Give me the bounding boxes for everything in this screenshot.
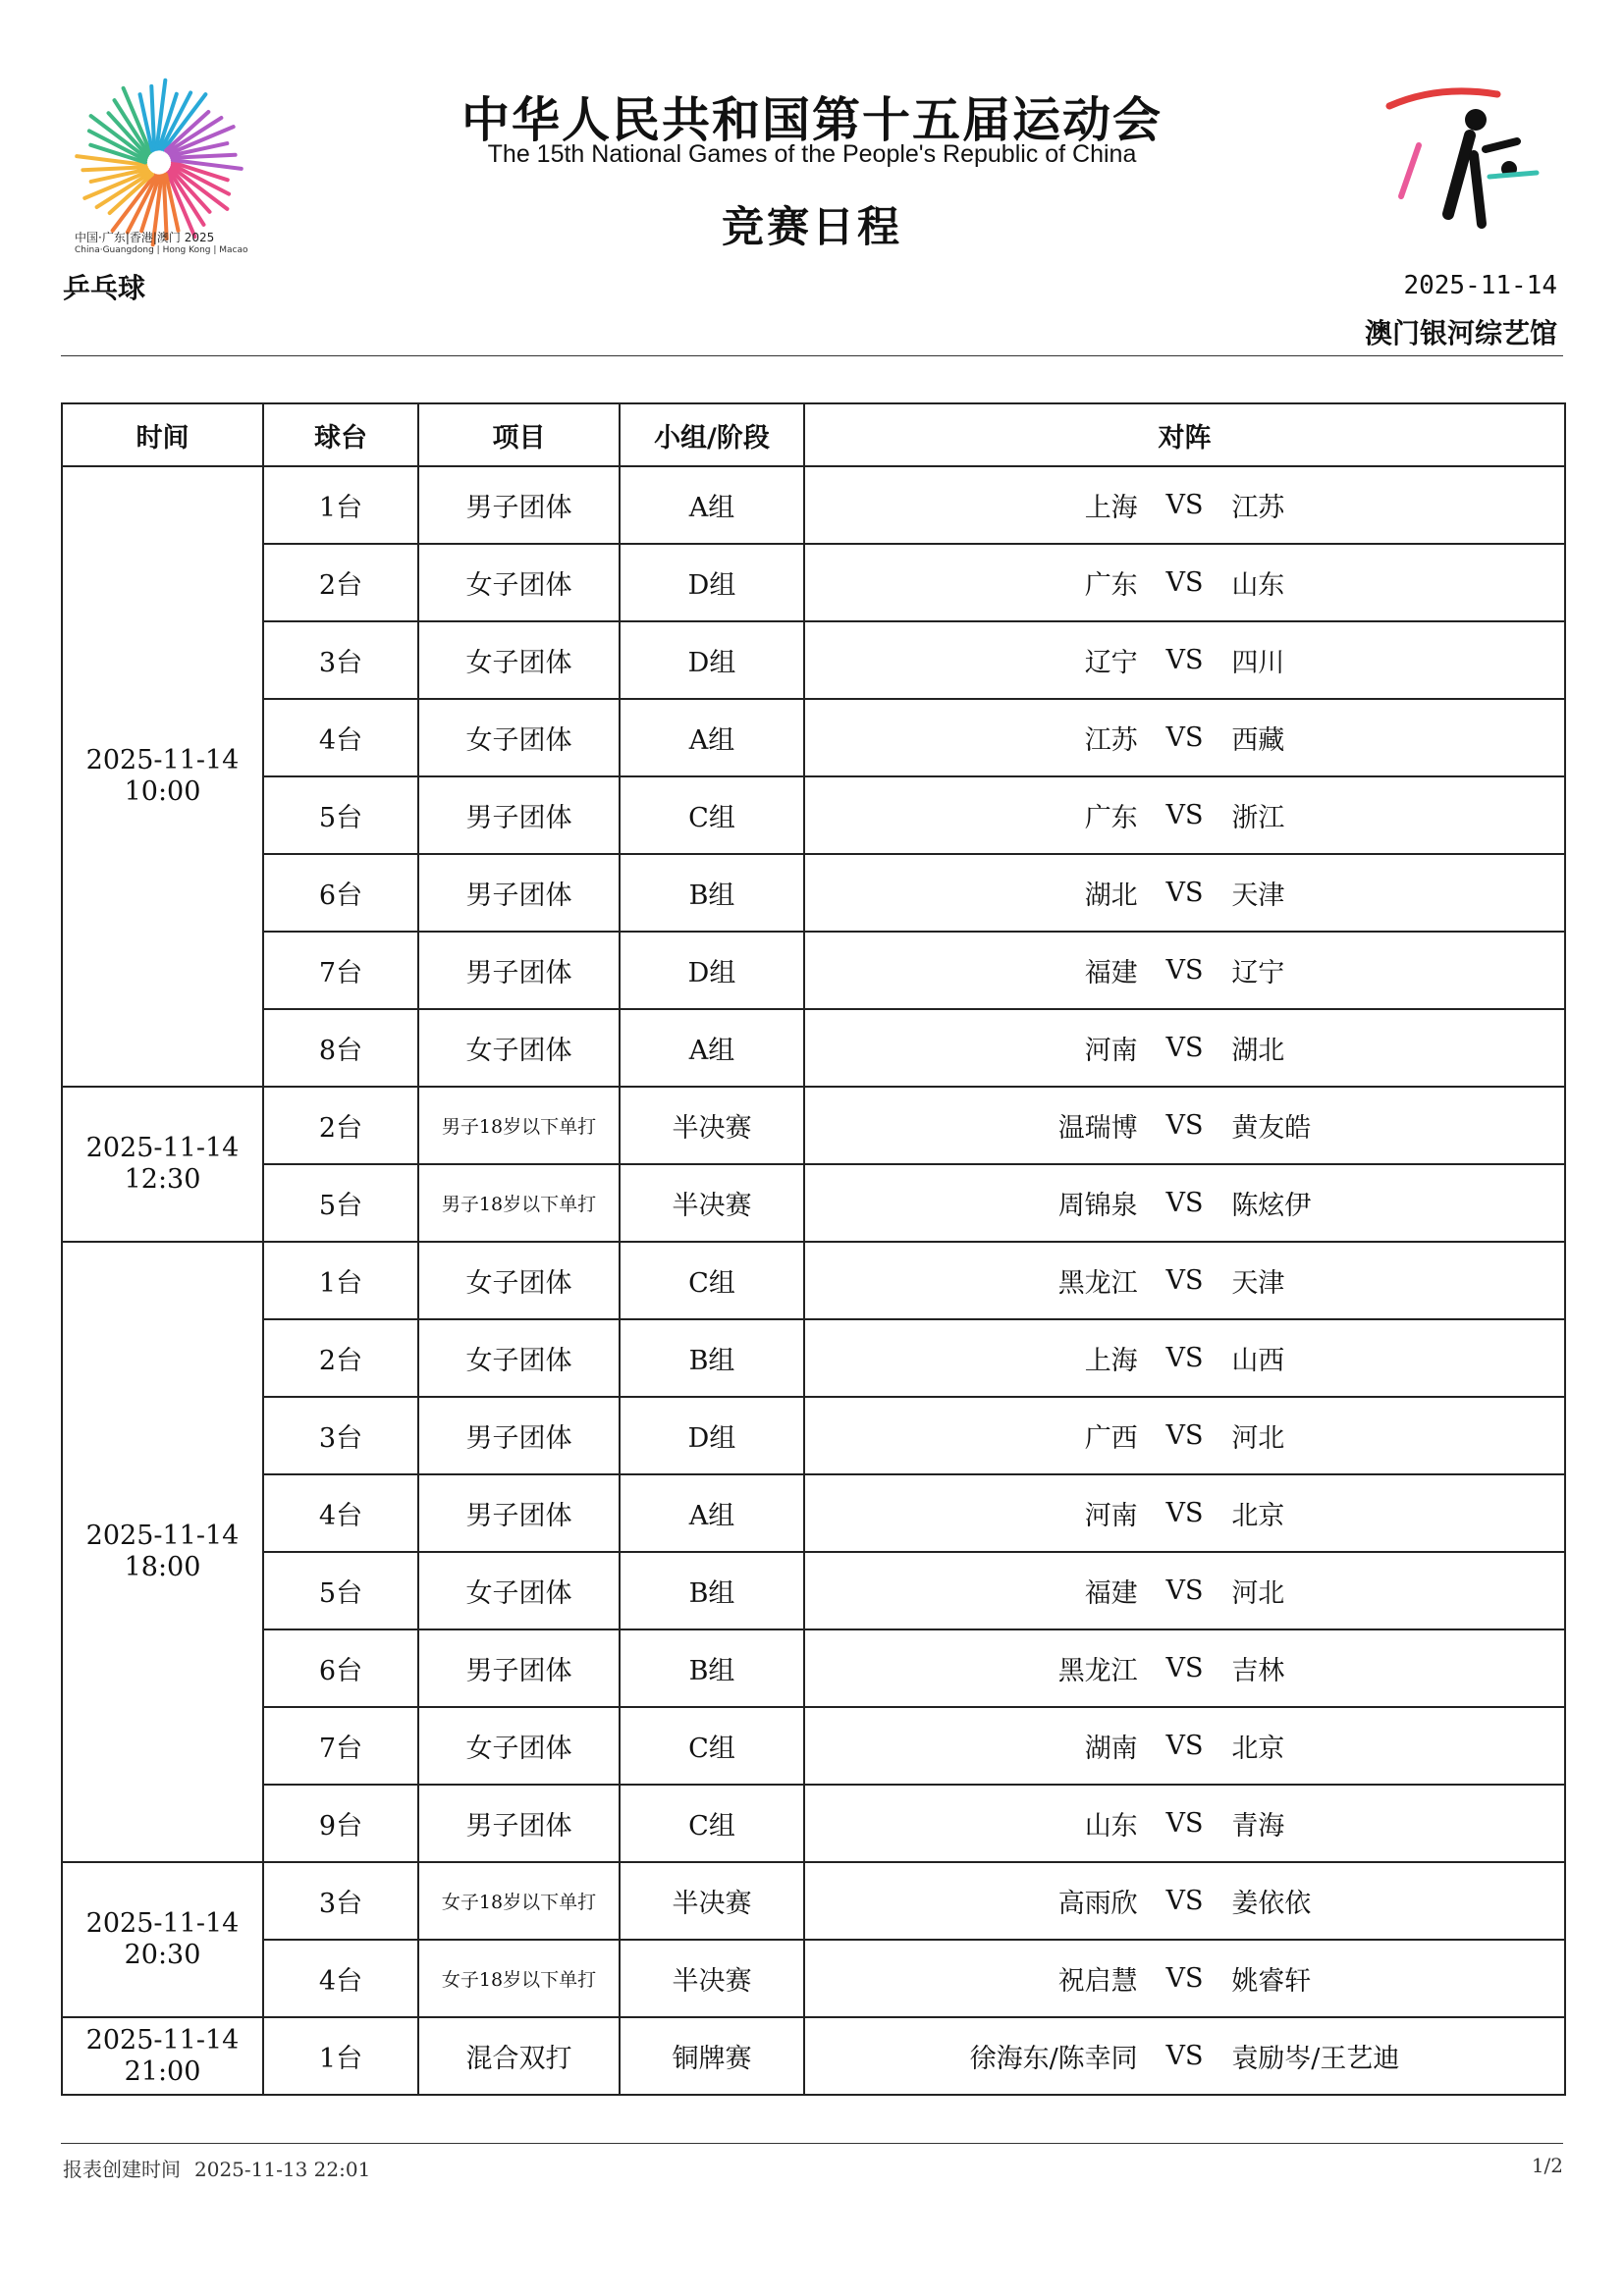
home-team: 上海 bbox=[1084, 1346, 1138, 1376]
schedule-body bbox=[62, 466, 1565, 2095]
home-team: 湖北 bbox=[1084, 881, 1138, 911]
table-row bbox=[62, 1474, 1565, 1552]
stage-cell: A组 bbox=[620, 699, 804, 776]
away-team: 西藏 bbox=[1231, 725, 1285, 756]
away-team: 山西 bbox=[1231, 1346, 1285, 1376]
header-divider bbox=[61, 355, 1563, 356]
pictogram-arm bbox=[1401, 145, 1419, 196]
page-title: 中华人民共和国第十五届运动会 bbox=[460, 92, 1163, 148]
matchup bbox=[805, 1804, 1564, 1842]
matchup bbox=[805, 951, 1564, 989]
table-number-cell: 8台 bbox=[263, 1009, 418, 1087]
vs-label: VS bbox=[1165, 955, 1204, 986]
table-row bbox=[62, 776, 1565, 854]
stage-cell: 半决赛 bbox=[620, 1087, 804, 1164]
stage-cell: D组 bbox=[620, 932, 804, 1009]
matchup bbox=[805, 1261, 1564, 1300]
home-team: 辽宁 bbox=[1084, 648, 1138, 678]
event-cell: 男子18岁以下单打 bbox=[418, 1164, 620, 1242]
table-header-row bbox=[62, 403, 1565, 466]
event-cell: 男子团体 bbox=[418, 854, 620, 932]
report-created bbox=[63, 2154, 384, 2182]
table-number-cell: 3台 bbox=[263, 1862, 418, 1940]
stage-cell: A组 bbox=[620, 1009, 804, 1087]
away-team: 黄友皓 bbox=[1231, 1113, 1312, 1144]
home-team: 广东 bbox=[1084, 803, 1138, 833]
table-row bbox=[62, 1629, 1565, 1707]
vs-label: VS bbox=[1165, 567, 1204, 598]
table-row bbox=[62, 1785, 1565, 1862]
page-number: 1/2 bbox=[1531, 2154, 1563, 2177]
column-header: 小组/阶段 bbox=[620, 403, 804, 466]
matchup-cell bbox=[804, 1629, 1565, 1707]
table-number-cell: 7台 bbox=[263, 932, 418, 1009]
match-date: 2025-11-14 bbox=[85, 745, 240, 775]
vs-label: VS bbox=[1165, 800, 1204, 830]
matchup-cell bbox=[804, 932, 1565, 1009]
away-team: 辽宁 bbox=[1231, 958, 1285, 988]
vs-label: VS bbox=[1165, 1886, 1204, 1916]
event-cell: 女子团体 bbox=[418, 699, 620, 776]
matchup-cell bbox=[804, 776, 1565, 854]
match-time: 18:00 bbox=[124, 1552, 201, 1582]
table-number-cell: 7台 bbox=[263, 1707, 418, 1785]
matchup bbox=[805, 2037, 1564, 2075]
match-time: 21:00 bbox=[124, 2056, 201, 2087]
table-number-cell: 6台 bbox=[263, 1629, 418, 1707]
away-team: 江苏 bbox=[1231, 493, 1285, 523]
home-team: 周锦泉 bbox=[1057, 1191, 1138, 1221]
table-number-cell: 1台 bbox=[263, 1242, 418, 1319]
away-team: 四川 bbox=[1231, 648, 1285, 678]
event-cell: 女子团体 bbox=[418, 1319, 620, 1397]
event-cell: 女子团体 bbox=[418, 621, 620, 699]
match-date: 2025-11-14 bbox=[85, 2024, 240, 2056]
match-date: 2025-11-14 bbox=[85, 1521, 240, 1551]
event-cell: 男子团体 bbox=[418, 1785, 620, 1862]
matchup bbox=[805, 874, 1564, 912]
table-row bbox=[62, 1707, 1565, 1785]
away-team: 北京 bbox=[1231, 1734, 1285, 1764]
table-row bbox=[62, 1242, 1565, 1319]
table-number-cell: 6台 bbox=[263, 854, 418, 932]
stage-cell: A组 bbox=[620, 466, 804, 544]
away-team: 山东 bbox=[1231, 570, 1285, 601]
event-cell: 男子团体 bbox=[418, 1474, 620, 1552]
matchup-cell bbox=[804, 699, 1565, 776]
home-team: 黑龙江 bbox=[1057, 1268, 1138, 1299]
matchup-cell bbox=[804, 1164, 1565, 1242]
home-team: 福建 bbox=[1084, 1578, 1138, 1609]
matchup bbox=[805, 719, 1564, 757]
table-row bbox=[62, 1319, 1565, 1397]
page-title-en: The 15th National Games of the People's Republic of China bbox=[487, 140, 1137, 168]
home-team: 山东 bbox=[1084, 1811, 1138, 1842]
home-team: 河南 bbox=[1084, 1501, 1138, 1531]
matchup bbox=[805, 1416, 1564, 1455]
match-time-cell bbox=[62, 1862, 263, 2017]
vs-label: VS bbox=[1165, 1808, 1204, 1839]
pictogram-paddle-arm bbox=[1486, 141, 1517, 149]
match-time-cell bbox=[62, 1087, 263, 1242]
table-row bbox=[62, 1862, 1565, 1940]
vs-label: VS bbox=[1165, 1498, 1204, 1528]
matchup-cell bbox=[804, 1785, 1565, 1862]
stage-cell: 半决赛 bbox=[620, 1862, 804, 1940]
vs-label: VS bbox=[1165, 1343, 1204, 1373]
away-team: 河北 bbox=[1231, 1423, 1285, 1454]
home-team: 福建 bbox=[1084, 958, 1138, 988]
away-team: 浙江 bbox=[1231, 803, 1285, 833]
vs-label: VS bbox=[1165, 878, 1204, 908]
matchup-cell bbox=[804, 621, 1565, 699]
pictogram-leg bbox=[1474, 155, 1482, 224]
event-cell: 女子18岁以下单打 bbox=[418, 1940, 620, 2017]
pictogram-body bbox=[1448, 135, 1470, 214]
matchup-cell bbox=[804, 1862, 1565, 1940]
away-team: 天津 bbox=[1231, 1268, 1285, 1299]
home-team: 黑龙江 bbox=[1057, 1656, 1138, 1686]
matchup-cell bbox=[804, 1940, 1565, 2017]
event-cell: 男子团体 bbox=[418, 932, 620, 1009]
matchup bbox=[805, 1106, 1564, 1145]
stage-cell: D组 bbox=[620, 544, 804, 621]
table-number-cell: 5台 bbox=[263, 1164, 418, 1242]
away-team: 北京 bbox=[1231, 1501, 1285, 1531]
table-number-cell: 4台 bbox=[263, 1940, 418, 2017]
vs-label: VS bbox=[1165, 1265, 1204, 1296]
away-team: 湖北 bbox=[1231, 1036, 1285, 1066]
matchup-cell bbox=[804, 1552, 1565, 1629]
vs-label: VS bbox=[1165, 490, 1204, 520]
stage-cell: B组 bbox=[620, 1552, 804, 1629]
event-cell: 男子团体 bbox=[418, 466, 620, 544]
table-row bbox=[62, 1087, 1565, 1164]
matchup bbox=[805, 1572, 1564, 1610]
vs-label: VS bbox=[1165, 1731, 1204, 1761]
report-created-label: 报表创建时间 bbox=[63, 2158, 181, 2181]
matchup bbox=[805, 1727, 1564, 1765]
home-team: 江苏 bbox=[1084, 725, 1138, 756]
matchup-cell bbox=[804, 1319, 1565, 1397]
vs-label: VS bbox=[1165, 645, 1204, 675]
match-time-cell bbox=[62, 1242, 263, 1862]
event-cell: 男子团体 bbox=[418, 776, 620, 854]
table-row bbox=[62, 2017, 1565, 2095]
matchup bbox=[805, 1494, 1564, 1532]
matchup bbox=[805, 1029, 1564, 1067]
event-cell: 女子团体 bbox=[418, 1552, 620, 1629]
event-cell: 混合双打 bbox=[418, 2017, 620, 2095]
match-time-cell bbox=[62, 2017, 263, 2095]
home-team: 广西 bbox=[1084, 1423, 1138, 1454]
home-team: 温瑞博 bbox=[1057, 1113, 1138, 1144]
matchup bbox=[805, 1882, 1564, 1920]
table-number-cell: 5台 bbox=[263, 776, 418, 854]
match-date: 2025-11-14 bbox=[85, 1133, 240, 1163]
table-number-cell: 1台 bbox=[263, 466, 418, 544]
match-time: 20:30 bbox=[124, 1940, 201, 1970]
away-team: 姚睿轩 bbox=[1231, 1966, 1312, 1997]
column-header: 对阵 bbox=[804, 403, 1565, 466]
stage-cell: B组 bbox=[620, 1629, 804, 1707]
pictogram-arc bbox=[1389, 91, 1497, 106]
stage-cell: C组 bbox=[620, 1242, 804, 1319]
table-row bbox=[62, 1940, 1565, 2017]
report-created-time: 2025-11-13 22:01 bbox=[194, 2158, 371, 2181]
home-team: 广东 bbox=[1084, 570, 1138, 601]
stage-cell: C组 bbox=[620, 1785, 804, 1862]
schedule-table bbox=[61, 402, 1566, 2096]
vs-label: VS bbox=[1165, 2041, 1204, 2071]
column-header: 项目 bbox=[418, 403, 620, 466]
home-team: 上海 bbox=[1084, 493, 1138, 523]
event-cell: 男子团体 bbox=[418, 1397, 620, 1474]
matchup-cell bbox=[804, 1474, 1565, 1552]
table-row bbox=[62, 1552, 1565, 1629]
table-row bbox=[62, 1397, 1565, 1474]
matchup-cell bbox=[804, 1707, 1565, 1785]
stage-cell: 半决赛 bbox=[620, 1164, 804, 1242]
matchup bbox=[805, 796, 1564, 834]
home-team: 河南 bbox=[1084, 1036, 1138, 1066]
table-tennis-pictogram-icon bbox=[1380, 86, 1546, 234]
table-number-cell: 3台 bbox=[263, 1397, 418, 1474]
away-team: 河北 bbox=[1231, 1578, 1285, 1609]
matchup-cell bbox=[804, 544, 1565, 621]
column-header: 球台 bbox=[263, 403, 418, 466]
away-team: 姜依依 bbox=[1231, 1889, 1312, 1919]
stage-cell: B组 bbox=[620, 854, 804, 932]
event-cell: 女子团体 bbox=[418, 1242, 620, 1319]
stage-cell: B组 bbox=[620, 1319, 804, 1397]
vs-label: VS bbox=[1165, 1110, 1204, 1141]
stage-cell: D组 bbox=[620, 621, 804, 699]
table-row bbox=[62, 1009, 1565, 1087]
logo-caption-en: China·Guangdong | Hong Kong | Macao bbox=[75, 245, 248, 255]
vs-label: VS bbox=[1165, 1963, 1204, 1994]
table-number-cell: 4台 bbox=[263, 1474, 418, 1552]
stage-cell: A组 bbox=[620, 1474, 804, 1552]
logo-caption: 中国·广东|香港|澳门 2025 bbox=[75, 231, 215, 244]
table-number-cell: 2台 bbox=[263, 1319, 418, 1397]
matchup bbox=[805, 486, 1564, 524]
page-subtitle: 竞赛日程 bbox=[722, 203, 902, 252]
table-row bbox=[62, 544, 1565, 621]
matchup-cell bbox=[804, 2017, 1565, 2095]
vs-label: VS bbox=[1165, 722, 1204, 753]
matchup-cell bbox=[804, 1009, 1565, 1087]
away-team: 吉林 bbox=[1231, 1656, 1285, 1686]
match-time: 10:00 bbox=[124, 776, 201, 807]
table-number-cell: 9台 bbox=[263, 1785, 418, 1862]
matchup bbox=[805, 1649, 1564, 1687]
table-row bbox=[62, 932, 1565, 1009]
stage-cell: 铜牌赛 bbox=[620, 2017, 804, 2095]
pictogram-trail bbox=[1489, 173, 1537, 177]
table-number-cell: 2台 bbox=[263, 1087, 418, 1164]
away-team: 袁励岑/王艺迪 bbox=[1231, 2044, 1400, 2074]
venue-name: 澳门银河综艺馆 bbox=[1364, 317, 1557, 349]
away-team: 青海 bbox=[1231, 1811, 1285, 1842]
vs-label: VS bbox=[1165, 1033, 1204, 1063]
away-team: 陈炫伊 bbox=[1231, 1191, 1312, 1221]
event-cell: 男子18岁以下单打 bbox=[418, 1087, 620, 1164]
event-cell: 女子18岁以下单打 bbox=[418, 1862, 620, 1940]
home-team: 湖南 bbox=[1084, 1734, 1138, 1764]
matchup-cell bbox=[804, 854, 1565, 932]
vs-label: VS bbox=[1165, 1420, 1204, 1451]
table-number-cell: 1台 bbox=[263, 2017, 418, 2095]
event-cell: 女子团体 bbox=[418, 1009, 620, 1087]
matchup-cell bbox=[804, 1242, 1565, 1319]
match-date: 2025-11-14 bbox=[85, 1908, 240, 1939]
match-time: 12:30 bbox=[124, 1164, 201, 1195]
column-header: 时间 bbox=[62, 403, 263, 466]
stage-cell: C组 bbox=[620, 1707, 804, 1785]
matchup-cell bbox=[804, 1087, 1565, 1164]
table-number-cell: 3台 bbox=[263, 621, 418, 699]
table-row bbox=[62, 854, 1565, 932]
table-row bbox=[62, 466, 1565, 544]
footer-divider bbox=[61, 2143, 1563, 2144]
matchup bbox=[805, 1959, 1564, 1998]
home-team: 祝启慧 bbox=[1057, 1966, 1138, 1997]
table-number-cell: 2台 bbox=[263, 544, 418, 621]
table-row bbox=[62, 699, 1565, 776]
vs-label: VS bbox=[1165, 1653, 1204, 1683]
matchup-cell bbox=[804, 1397, 1565, 1474]
event-cell: 男子团体 bbox=[418, 1629, 620, 1707]
table-number-cell: 4台 bbox=[263, 699, 418, 776]
table-row bbox=[62, 1164, 1565, 1242]
pictogram-head bbox=[1465, 109, 1487, 131]
event-cell: 女子团体 bbox=[418, 544, 620, 621]
matchup bbox=[805, 1339, 1564, 1377]
stage-cell: 半决赛 bbox=[620, 1940, 804, 2017]
vs-label: VS bbox=[1165, 1188, 1204, 1218]
matchup bbox=[805, 641, 1564, 679]
stage-cell: D组 bbox=[620, 1397, 804, 1474]
matchup bbox=[805, 1184, 1564, 1222]
vs-label: VS bbox=[1165, 1575, 1204, 1606]
matchup-cell bbox=[804, 466, 1565, 544]
stage-cell: C组 bbox=[620, 776, 804, 854]
match-time-cell bbox=[62, 466, 263, 1087]
home-team: 高雨欣 bbox=[1057, 1889, 1138, 1919]
schedule-date: 2025-11-14 bbox=[1403, 271, 1557, 300]
home-team: 徐海东/陈幸同 bbox=[969, 2044, 1138, 2074]
away-team: 天津 bbox=[1231, 881, 1285, 911]
sport-name: 乒乓球 bbox=[63, 272, 146, 304]
matchup bbox=[805, 563, 1564, 602]
table-number-cell: 5台 bbox=[263, 1552, 418, 1629]
table-row bbox=[62, 621, 1565, 699]
event-cell: 女子团体 bbox=[418, 1707, 620, 1785]
